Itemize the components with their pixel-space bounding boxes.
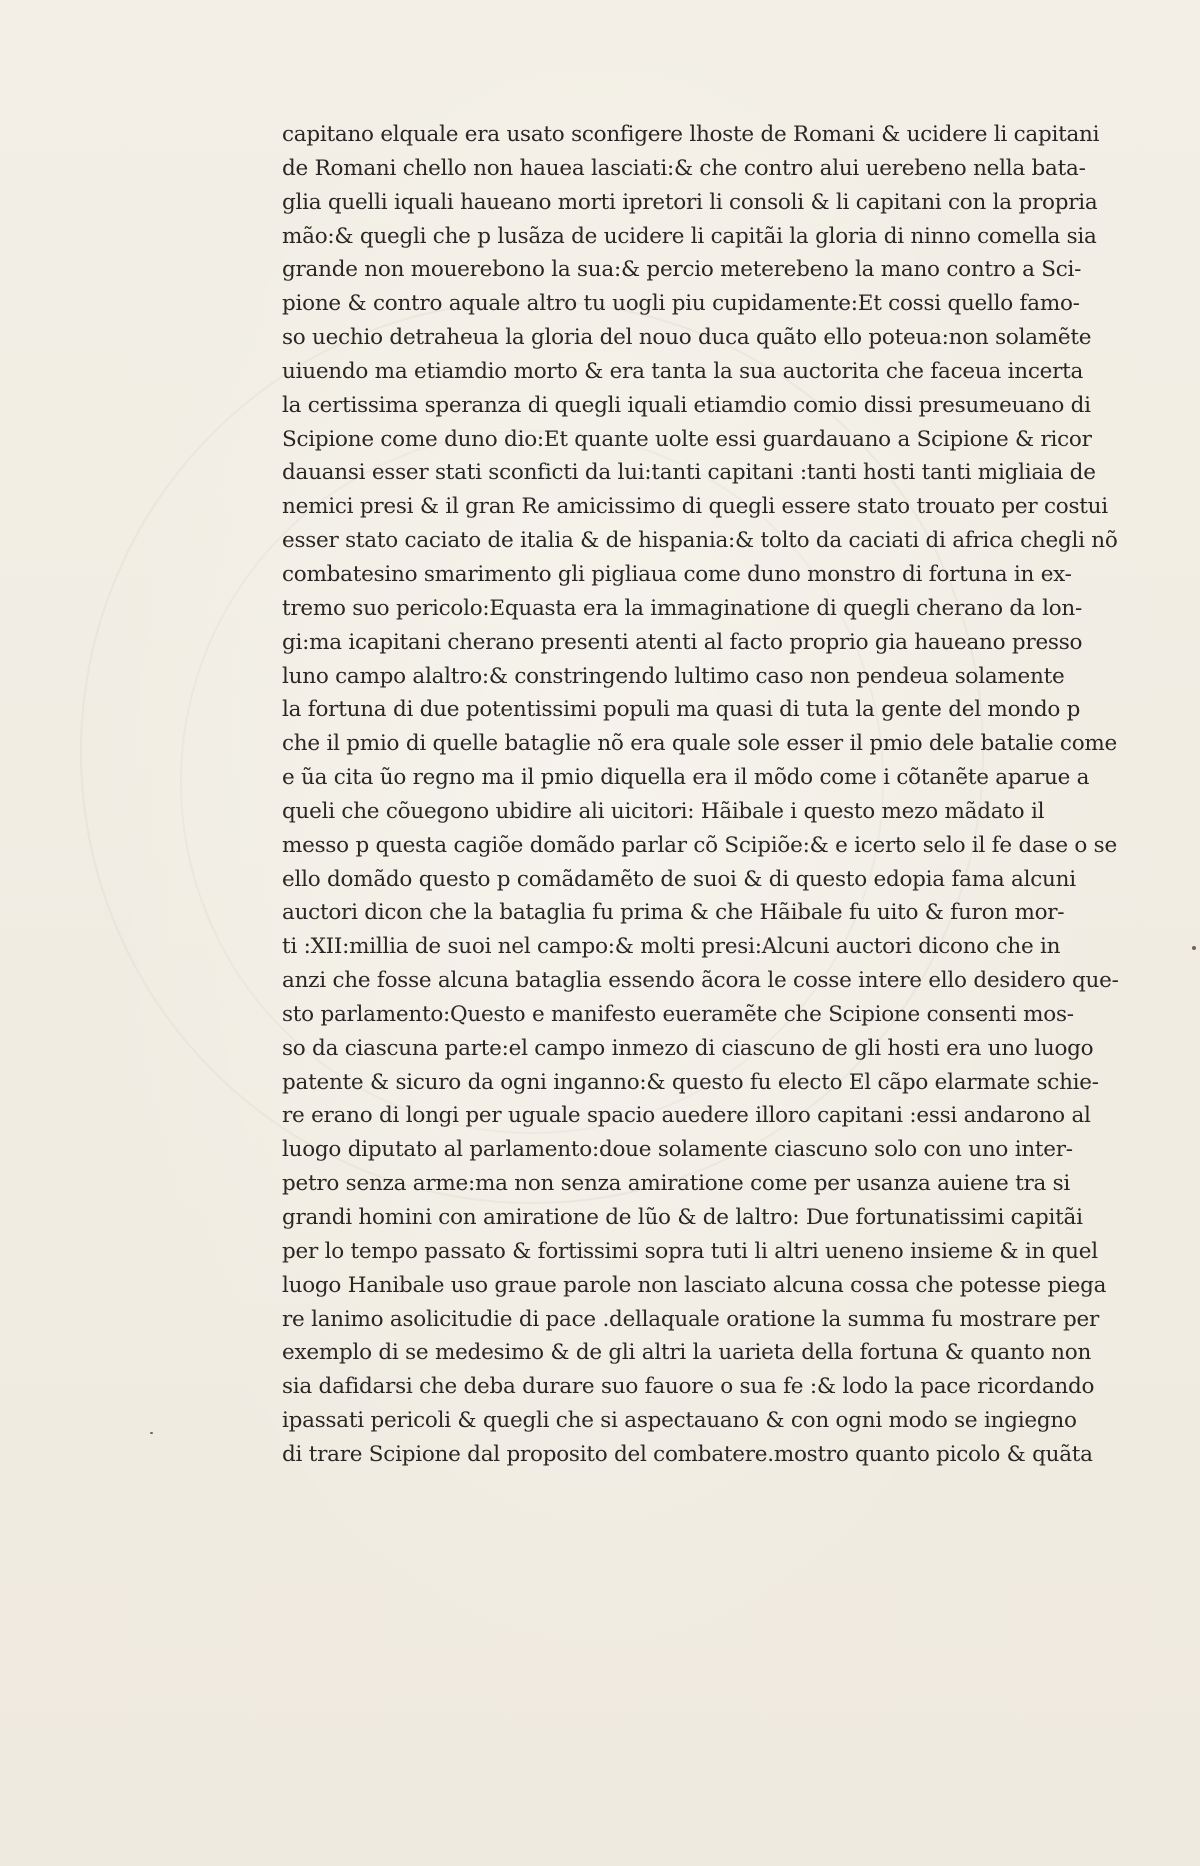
- text-line: messo p questa cagiõe domãdo parlar cõ Scipiõe:& e icerto selo il fe dase o se: [282, 832, 1117, 858]
- text-line: nemici presi & il gran Re amicissimo di quegli essere stato trouato per costui: [282, 494, 1108, 520]
- text-block: [282, 118, 1132, 1472]
- text-line: so uechio detraheua la gloria del nouo duca quãto ello poteua:non solamẽte: [282, 325, 1092, 351]
- text-line: e ũa cita ũo regno ma il pmio diquella era il mõdo come i cõtanẽte aparue a: [282, 765, 1090, 791]
- text-line: sia dafidarsi che deba durare suo fauore o sua fe :& lodo la pace ricordando: [282, 1374, 1095, 1400]
- text-line: de Romani chello non hauea lasciati:& che contro alui uerebeno nella bata-: [282, 155, 1086, 181]
- text-line: ipassati pericoli & quegli che si aspectauano & con ogni modo se ingiegno: [282, 1408, 1077, 1434]
- text-line: auctori dicon che la bataglia fu prima & che Hãibale fu uito & furon mor-: [282, 900, 1065, 926]
- text-line: ti :XII:millia de suoi nel campo:& molti presi:Alcuni auctori dicono che in: [282, 934, 1061, 960]
- text-line: exemplo di se medesimo & de gli altri la uarieta della fortuna & quanto non: [282, 1340, 1092, 1366]
- text-line: capitano elquale era usato sconfigere lhoste de Romani & ucidere li capitani: [282, 122, 1100, 147]
- text-line: glia quelli iquali haueano morti ipretori li consoli & li capitani con la propria: [282, 189, 1098, 215]
- text-line: esser stato caciato de italia & de hispania:& tolto da caciati di africa chegli nõ: [282, 528, 1118, 554]
- text-line: patente & sicuro da ogni inganno:& questo fu electo El cãpo elarmate schie-: [282, 1069, 1099, 1095]
- text-line: re lanimo asolicitudie di pace .dellaquale oratione la summa fu mostrare per: [282, 1306, 1100, 1332]
- text-line: dauansi esser stati sconficti da lui:tanti capitani :tanti hosti tanti migliaia de: [282, 460, 1096, 486]
- ink-speck: [150, 1432, 153, 1434]
- text-line: combatesino smarimento gli pigliaua come duno monstro di fortuna in ex-: [282, 561, 1072, 587]
- text-line: queli che cõuegono ubidire ali uicitori: Hãibale i questo mezo mãdato il: [282, 798, 1045, 824]
- text-line: grande non mouerebono la sua:& percio meterebeno la mano contro a Sci-: [282, 257, 1082, 283]
- text-line: luogo diputato al parlamento:doue solamente ciascuno solo con uno inter-: [282, 1137, 1073, 1163]
- text-line: luno campo alaltro:& constringendo lultimo caso non pendeua solamente: [282, 663, 1065, 689]
- text-line: uiuendo ma etiamdio morto & era tanta la sua auctorita che faceua incerta: [282, 358, 1084, 384]
- text-line: ello domãdo questo p comãdamẽto de suoi & di questo edopia fama alcuni: [282, 866, 1076, 892]
- text-line: so da ciascuna parte:el campo inmezo di ciascuno de gli hosti era uno luogo: [282, 1035, 1094, 1061]
- text-line: tremo suo pericolo:Equasta era la immaginatione di quegli cherano da lon-: [282, 595, 1083, 621]
- text-line: petro senza arme:ma non senza amiratione come per usanza auiene tra si: [282, 1171, 1071, 1197]
- text-line: per lo tempo passato & fortissimi sopra tuti li altri ueneno insieme & in quel: [282, 1238, 1098, 1264]
- ink-speck: [1192, 946, 1196, 950]
- text-line: gi:ma icapitani cherano presenti atenti al facto proprio gia haueano presso: [282, 629, 1083, 655]
- text-line: sto parlamento:Questo e manifesto eueramẽte che Scipione consenti mos-: [282, 1001, 1074, 1027]
- text-line: la fortuna di due potentissimi populi ma quasi di tuta la gente del mondo p: [282, 697, 1081, 723]
- text-line: di trare Scipione dal proposito del combatere.mostro quanto picolo & quãta: [282, 1441, 1093, 1467]
- text-line: pione & contro aquale altro tu uogli piu cupidamente:Et cossi quello famo-: [282, 291, 1080, 317]
- text-line: anzi che fosse alcuna bataglia essendo ãcora le cosse intere ello desidero que-: [282, 968, 1119, 994]
- text-line: luogo Hanibale uso graue parole non lasciato alcuna cossa che potesse piega: [282, 1272, 1107, 1298]
- text-line: la certissima speranza di quegli iquali etiamdio comio dissi presumeuano di: [282, 392, 1091, 418]
- text-line: che il pmio di quelle bataglie nõ era quale sole esser il pmio dele batalie come: [282, 731, 1118, 757]
- text-line: Scipione come duno dio:Et quante uolte essi guardauano a Scipione & ricor: [282, 426, 1092, 452]
- text-line: re erano di longi per uguale spacio auedere illoro capitani :essi andarono al: [282, 1103, 1091, 1129]
- text-line: grandi homini con amiratione de lũo & de laltro: Due fortunatissimi capitãi: [282, 1205, 1083, 1230]
- text-line: mão:& quegli che p lusãza de ucidere li capitãi la gloria di ninno comella sia: [282, 223, 1097, 249]
